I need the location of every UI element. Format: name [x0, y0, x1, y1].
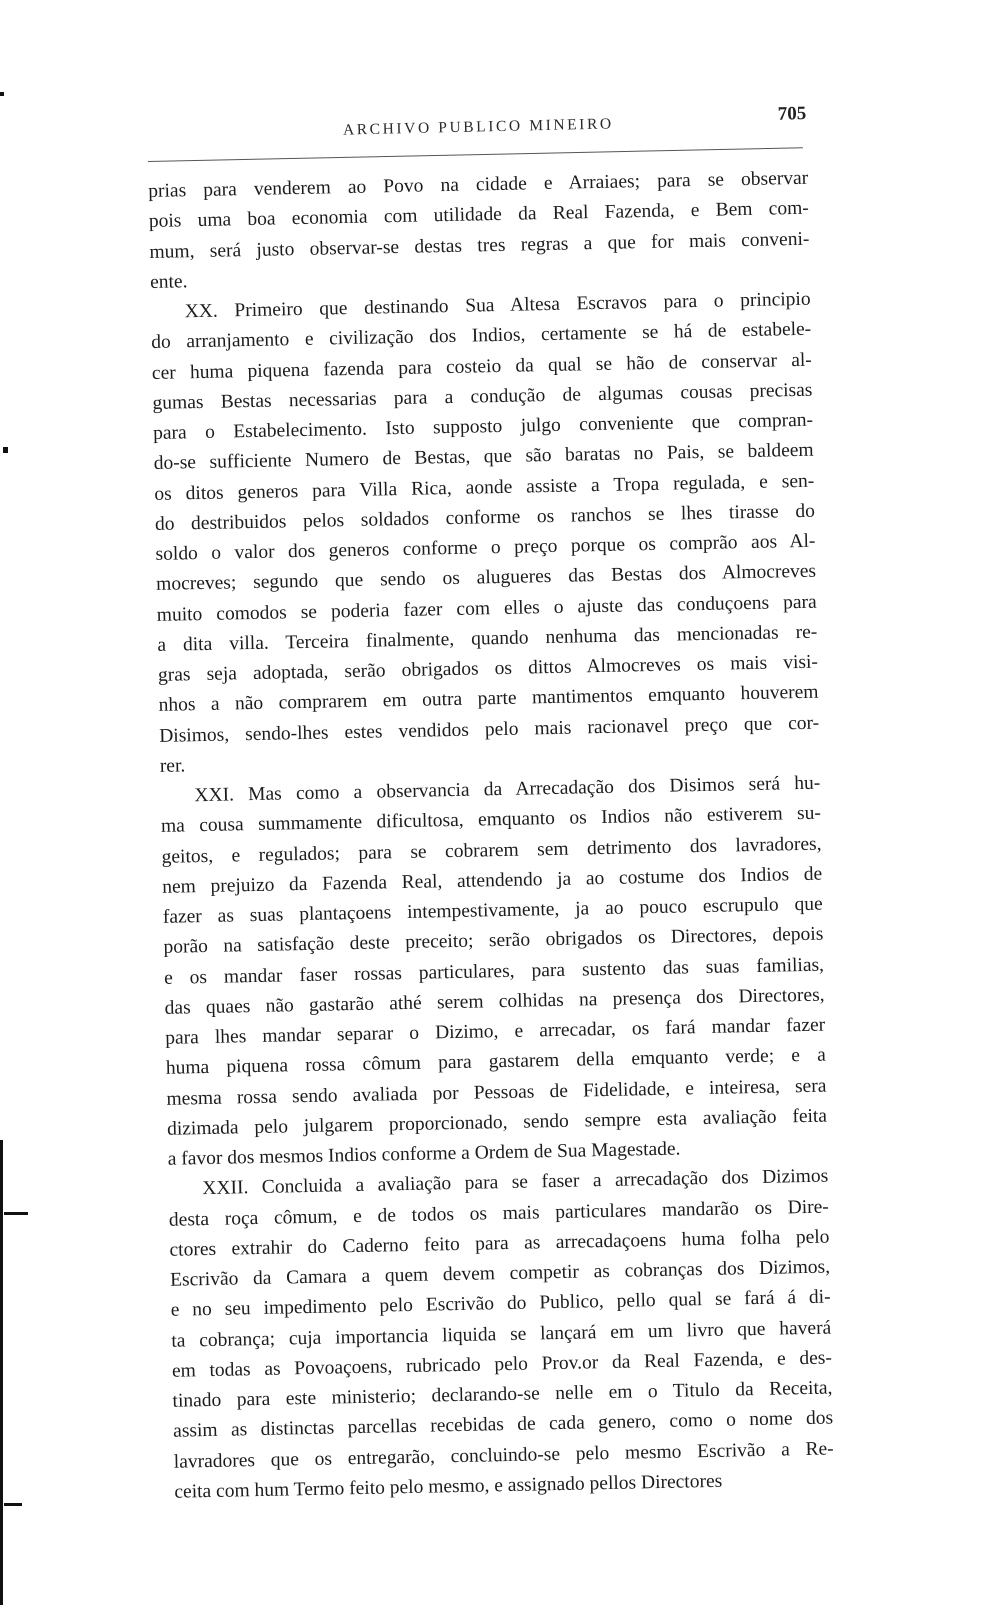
text-line: huma piquena rossa cômum para gastarem della emquanto verde; e a: [165, 1044, 826, 1080]
text-line: gumas Bestas necessarias para a condução de algumas cousas precisas: [152, 379, 813, 414]
text-line: a favor dos mesmos Indios conforme a Ordem de Sua Magestade.: [167, 1138, 681, 1170]
text-line: nhos a não comprarem em outra parte mantimentos emquanto houverem: [158, 681, 819, 717]
text-line: mocreves; segundo que sendo os alugueres das Bestas dos Almocreves: [155, 560, 817, 596]
text-line: das quaes não gastarão athé serem colhidas na presença dos Directores,: [164, 984, 825, 1019]
text-line: ma cousa summamente dificultosa, emquanto os Indios não estiverem su-: [160, 802, 822, 838]
edge-mark: [4, 1503, 22, 1506]
text-line: soldo o valor dos generos conforme o preço porque os comprão aos Al-: [155, 530, 816, 565]
text-line: geitos, e regulados; para se cobrarem sem detrimento dos lavradores,: [161, 833, 822, 868]
text-line: do-se sufficiente Numero de Bestas, que são baratas no Pais, se baldeem: [153, 439, 814, 475]
text-line: rer.: [159, 755, 186, 777]
text-line: XXII. Concluida a avaliação para se faser a arrecadação dos Dizimos: [202, 1165, 829, 1200]
text-line: ceita com hum Termo feito pelo mesmo, e assignado pellos Directores: [174, 1470, 723, 1503]
text-line: do destribuidos pelos soldados conforme os ranchos se lhes tirasse do: [154, 500, 816, 535]
text-line: pois uma boa economia com utilidade da Real Fazenda, e Bem com-: [148, 197, 809, 233]
edge-mark: [3, 447, 8, 453]
text-line: a dita villa. Terceira finalmente, quando nenhuma das mencionadas re-: [157, 621, 818, 656]
text-line: muito comodos se poderia fazer com elles o ajuste das conduçoens para: [156, 591, 817, 626]
text-line: assim as distinctas parcellas recebidas de cada genero, como o nome dos: [172, 1407, 834, 1442]
text-line: nem prejuizo da Fazenda Real, attendendo ja ao costume dos Indios de: [162, 863, 823, 898]
text-line: dizimada pelo julgarem proporcionado, sendo sempre esta avaliação feita: [166, 1105, 828, 1140]
text-line: prias para venderem ao Povo na cidade e Arraiaes; para se observar: [148, 167, 809, 202]
page-number: 705: [777, 103, 807, 125]
text-line: mum, será justo observar-se destas tres regras a que for mais conveni-: [149, 228, 810, 263]
text-line: e os mandar faser rossas particulares, para sustento das suas familias,: [163, 954, 825, 989]
text-line: tinado para este ministerio; declarando-se nelle em o Titulo da Receita,: [172, 1377, 833, 1412]
text-line: cer huma piquena fazenda para costeio da qual se hão de conservar al-: [151, 349, 813, 384]
text-line: lavradores que os entregarão, concluindo-se pelo mesmo Escrivão a Re-: [173, 1437, 834, 1473]
edge-mark: [0, 92, 4, 96]
text-line: gras seja adoptada, serão obrigados os dittos Almocreves os mais visi-: [157, 651, 819, 686]
text-line: Escrivão da Camara a quem devem competir as cobranças dos Dizimos,: [169, 1256, 831, 1291]
text-line: XX. Primeiro que destinando Sua Altesa Escravos para o principio: [184, 288, 811, 323]
page-header: [148, 102, 849, 148]
text-line: porão na satisfação deste preceito; serão obrigados os Directores, depois: [163, 923, 824, 959]
running-head: ARCHIVO PUBLICO MINEIRO: [342, 115, 614, 139]
text-line: ctores extrahir do Caderno feito para as arrecadaçoens huma folha pelo: [169, 1226, 830, 1261]
text-line: e no seu impedimento pelo Escrivão do Publico, pello qual se fará á di-: [170, 1286, 831, 1322]
text-line: os ditos generos para Villa Rica, aonde assiste a Tropa regulada, e sen-: [154, 470, 815, 505]
header-rule: [148, 147, 803, 162]
edge-mark: [4, 1212, 28, 1215]
text-line: do arranjamento e civilização dos Indios, certamente se há de estabele-: [151, 318, 812, 354]
text-line: em todas as Povoaçoens, rubricado pelo Prov.or da Real Fazenda, e des-: [171, 1347, 833, 1382]
text-line: mesma rossa sendo avaliada por Pessoas de Fidelidade, e inteiresa, sera: [166, 1075, 827, 1110]
body-text: [148, 164, 835, 1508]
text-line: fazer as suas plantaçoens intempestivamente, ja ao pouco escrupulo que: [162, 893, 823, 928]
text-line: desta roça cômum, e de todos os mais particulares mandarão os Dire-: [168, 1196, 830, 1231]
binding-edge: [0, 1140, 6, 1605]
text-line: ta cobrança; cuja importancia liquida se lançará em um livro que haverá: [171, 1317, 832, 1352]
text-line: ente.: [149, 270, 188, 293]
text-line: XXI. Mas como a observancia da Arrecadação dos Disimos será hu-: [194, 772, 821, 807]
text-line: para lhes mandar separar o Dizimo, e arrecadar, os fará mandar fazer: [165, 1014, 826, 1049]
text-line: para o Estabelecimento. Isto supposto julgo conveniente que compran-: [152, 409, 814, 444]
text-line: Disimos, sendo-lhes estes vendidos pelo mais racionavel preço que cor-: [159, 712, 820, 747]
